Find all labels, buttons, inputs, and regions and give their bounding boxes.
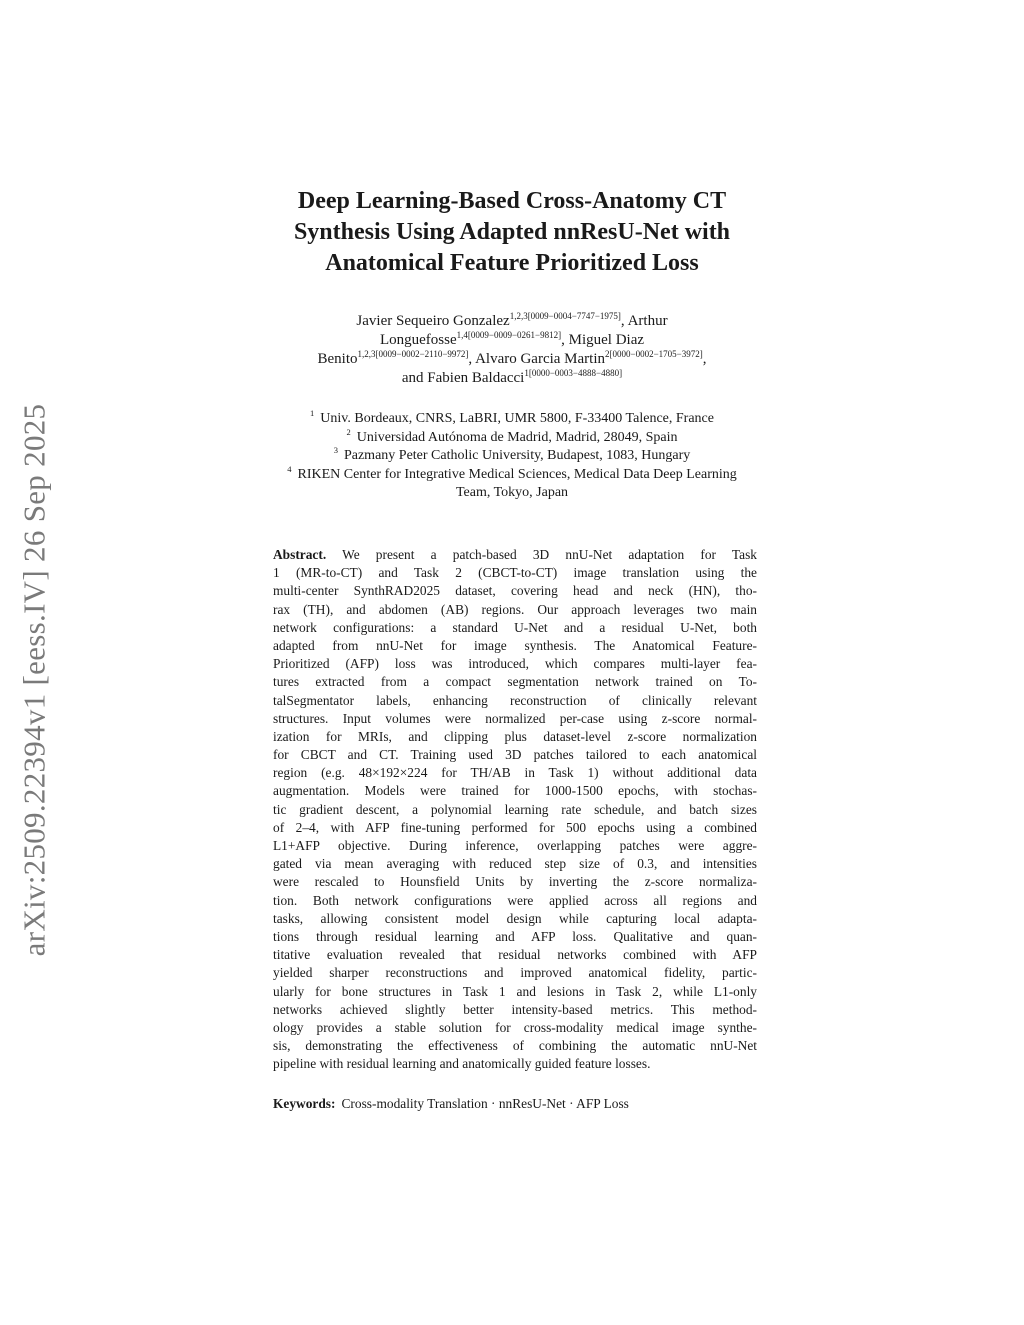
author-name: Javier Sequeiro Gonzalez <box>356 313 510 329</box>
abstract <box>273 546 757 1073</box>
author-name: Longuefosse <box>379 332 457 348</box>
affiliation-text: Team, Tokyo, Japan <box>455 485 569 500</box>
abstract-line: gated via mean averaging with reduced step size of 0.3, and intensities <box>273 856 757 872</box>
author-name: and Fabien Baldacci <box>401 370 525 386</box>
abstract-line: L1+AFP objective. During inference, overlapping patches were aggre- <box>273 838 757 853</box>
abstract-line: talSegmentator labels, enhancing reconstruction of clinically relevant <box>273 692 757 708</box>
abstract-line: multi-center SynthRAD2025 dataset, covering head and neck (HN), tho- <box>273 583 757 599</box>
abstract-line: tures extracted from a compact segmentation network trained on To- <box>273 674 757 690</box>
affiliation-list <box>232 410 792 503</box>
arxiv-identifier[interactable]: arXiv:2509.22394v1 [eess.IV] 26 Sep 2025 <box>16 403 52 957</box>
abstract-line: of 2–4, with AFP fine-tuning performed for 500 epochs using a combined <box>273 819 757 835</box>
abstract-line: yielded sharper reconstructions and improved anatomical fidelity, partic- <box>273 965 757 981</box>
author-name: Benito <box>317 351 358 367</box>
author-separator: , Arthur <box>620 313 668 329</box>
title-line: Deep Learning-Based Cross-Anatomy CT <box>297 188 727 214</box>
abstract-label: Abstract. <box>273 547 327 562</box>
abstract-line: were rescaled to Hounsfield Units by inverting the z-score normaliza- <box>273 874 757 890</box>
abstract-line: ization for MRIs, and clipping plus dataset-level z-score normalization <box>273 728 757 744</box>
abstract-line <box>273 546 757 564</box>
abstract-line: sis, demonstrating the effectiveness of combining the automatic nnU-Net <box>273 1038 757 1054</box>
keywords-label: Keywords: <box>273 1096 336 1111</box>
author-orcid[interactable]: 1[0000−0003−4888−4880] <box>524 368 623 378</box>
abstract-line: 1 (MR-to-CT) and Task 2 (CBCT-to-CT) image translation using the <box>273 565 757 581</box>
title-line: Synthesis Using Adapted nnResU-Net with <box>293 219 731 245</box>
abstract-line: pipeline with residual learning and anatomically guided feature losses. <box>273 1056 651 1072</box>
author-orcid[interactable]: 1,2,3[0009−0004−7747−1975] <box>509 311 621 321</box>
affiliation-item <box>232 410 792 429</box>
abstract-line: structures. Input volumes were normalized per-case using z-score normal- <box>273 710 757 726</box>
affiliation-text: Universidad Autónoma de Madrid, Madrid, 28049, Spain <box>356 429 678 445</box>
abstract-line: tion. Both network configurations were applied across all regions and <box>273 892 757 908</box>
abstract-line: tasks, allowing consistent model design while capturing local adapta- <box>273 910 757 926</box>
affiliation-text: Univ. Bordeaux, CNRS, LaBRI, UMR 5800, F-33400 Talence, France <box>320 411 714 426</box>
affiliation-item <box>232 484 792 503</box>
abstract-line: titative evaluation revealed that residual networks combined with AFP <box>273 947 757 963</box>
affiliation-text: Pazmany Peter Catholic University, Budapest, 1083, Hungary <box>343 448 691 463</box>
author-separator: , <box>702 351 707 367</box>
title-line: Anatomical Feature Prioritized Loss <box>325 250 699 276</box>
author-line <box>232 350 792 369</box>
author-line <box>232 331 792 350</box>
abstract-line: rax (TH), and abdomen (AB) regions. Our approach leverages two main <box>273 601 757 617</box>
abstract-line: tions through residual learning and AFP loss. Qualitative and quan- <box>273 928 757 944</box>
author-line <box>232 312 792 331</box>
abstract-line: networks achieved slightly better intensity-based metrics. This method- <box>273 1001 757 1017</box>
abstract-line: ularly for bone structures in Task 1 and lesions in Task 2, while L1-only <box>273 983 757 999</box>
paper-title <box>212 186 812 279</box>
affiliation-item <box>232 426 792 448</box>
author-orcid[interactable]: 2[0000−0002−1705−3972] <box>605 349 703 359</box>
author-orcid[interactable]: 1,4[0009−0009−0261−9812] <box>456 330 562 340</box>
keywords-text: Cross-modality Translation · nnResU-Net · AFP Loss <box>341 1096 629 1111</box>
abstract-line: network configurations: a standard U-Net and a residual U-Net, both <box>273 619 757 635</box>
abstract-line: augmentation. Models were trained for 1000-1500 epochs, with stochas- <box>273 783 757 799</box>
abstract-line: tic gradient descent, a polynomial learning rate schedule, and batch sizes <box>273 801 757 817</box>
arxiv-side-stamp <box>4 370 64 990</box>
abstract-line: for CBCT and CT. Training used 3D patches tailored to each anatomical <box>273 747 757 763</box>
affiliation-number: 2 <box>346 426 351 437</box>
abstract-line: ology provides a stable solution for cross-modality medical image synthe- <box>273 1019 757 1035</box>
author-line <box>232 369 792 388</box>
abstract-line-text: We present a patch-based 3D nnU-Net adaptation for Task <box>342 547 757 562</box>
affiliation-text: RIKEN Center for Integrative Medical Sciences, Medical Data Deep Learning <box>297 466 737 482</box>
affiliation-number: 1 <box>310 408 315 418</box>
abstract-line: adapted from nnU-Net for image synthesis. The Anatomical Feature- <box>273 637 757 653</box>
affiliation-item <box>232 447 792 466</box>
author-list <box>232 312 792 388</box>
abstract-line: Prioritized (AFP) loss was introduced, which compares multi-layer fea- <box>273 656 757 672</box>
affiliation-number: 3 <box>333 445 338 455</box>
author-orcid[interactable]: 1,2,3[0009−0002−2110−9972] <box>357 349 469 359</box>
abstract-line: region (e.g. 48×192×224 for TH/AB in Task 1) without additional data <box>273 765 757 781</box>
keywords <box>273 1095 757 1113</box>
author-separator: , Miguel Diaz <box>561 332 645 348</box>
author-name: , Alvaro Garcia Martin <box>468 351 606 367</box>
affiliation-item <box>232 463 792 485</box>
affiliation-number: 4 <box>287 463 292 474</box>
